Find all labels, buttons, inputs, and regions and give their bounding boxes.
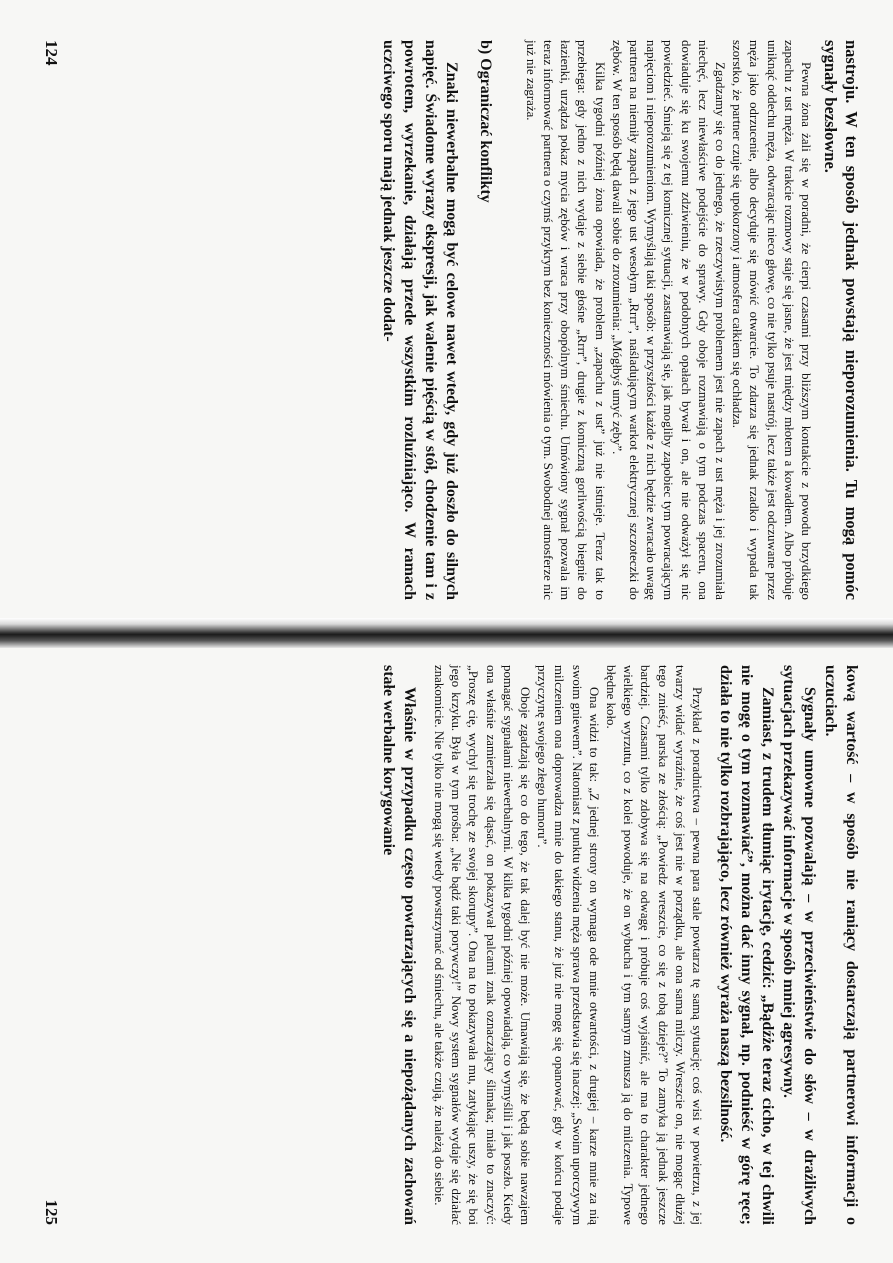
left-paragraph-3: Kilka tygodni później żona opowiada, że problem „zapachu z ust” już nie istnieje. Teraz tak to przebiega: gdy jedno z nich wydaje z siebie głośne „Rrrr”, drugie z komiczną gorliwością biegnie do łazienki, urządza pokaz mycia zębów i wraca przy obopólnym śmiechu. Umówiony sygnał pozwala im teraz informować partnera o czymś przykrym bez konieczności mówienia o tym. Swobodnej atmosferze nic już nie zagraża.: [523, 40, 607, 600]
book-gutter: [0, 618, 893, 648]
page-right: [42, 665, 862, 1225]
right-paragraph-4: Ona widzi to tak: „Z jednej strony on wymaga ode mnie otwartości, z drugiej – karze mnie za nią swoim gniewem”. Natomiast z punktu widzenia męża sprawa przedstawia się inaczej: „Swoim uporczywym milczeniem ona doprowadza mnie do takiego stanu, że już nie mogę się opanować, gdy w końcu podaje przyczynę swojego złego humoru”.: [535, 665, 601, 1225]
right-opening-text: kową wartość – w sposób nie raniący dostarczają partnerowi informacji o uczuciach.: [822, 665, 860, 1225]
right-paragraph-6: Właśnie w przypadku często powtarzających się a niepożądanych zachowań stałe werbalne korygowanie: [379, 665, 418, 1225]
left-opening-text: nastroju. W ten sposób jednak powstają nieporozumienia. Tu mogą pomóc sygnały bezsłowne.: [821, 40, 861, 600]
right-paragraph-5: Oboje zgadzają się co do tego, że tak dalej być nie może. Umawiają się, że będą sobie nawzajem pomagać sygnałami niewerbalnymi. W kilka tygodni później opowiadają, co wymyślili i jak poszło. Kiedy ona właśnie zamierzała się dąsać, on pokazywał palcami znak oznaczający ślimaka; miało to znaczyć: „Proszę cię, wychyl się trochę ze swojej skorupy”. Ona na to pokazywała mu, zatykając uszy, że się boi jego krzyku. Była w tym prośba: „Nie bądź taki porywczy!” Nowy system sygnałów wydaje się działać znakomicie. Nie tylko nie mogą się wtedy powstrzymać od śmiechu, ale także czują, że należą do siebie.: [431, 665, 532, 1225]
right-paragraph-1: Sygnały umowne pozwalają – w przeciwieństwie do słów – w drażliwych sytuacjach przekazywać informacje w sposób mniej agresywny.: [780, 665, 818, 1225]
left-paragraph-4: Znaki niewerbalne mogą być celowe nawet wtedy, gdy już doszło do silnych napięć. Świadome wyrazy ekspresji, jak walenie pięścią w stół, chodzenie tam i z powrotem, wyrzekanie, działają przede wszystkim rozluźniająco. W ramach uczciwego sporu mają jednak jeszcze dodat-: [379, 40, 460, 600]
left-paragraph-1: Pewna żona żali się w poradni, że cierpi czasami przy bliższym kontakcie z powodu brzydkiego zapachu z ust męża. W trakcie rozmowy staje się jasne, że jest między młotem a kowadłem. Albo próbuje uniknąć oddechu męża, odwracając nieco głowę, co nie tylko psuje nastrój, lecz także jest odczuwane przez męża jako odrzucenie, albo decyduje się mówić otwarcie. To zdarza się jednak rzadko i wypada tak szorstko, że partner czuje się upokorzony i atmosfera całkiem się ochładza.: [730, 40, 813, 600]
page-number-left: 124: [41, 40, 61, 66]
left-paragraph-2: Zgadzamy się co do jednego, że rzeczywistym problemem jest nie zapach z ust męża i jej zrozumiała niechęć, lecz niewłaściwe podejście do sprawy. Gdy oboje rozmawiają o tym podczas spaceru, ona dowiaduje się ku swojemu zdziwieniu, że w podobnych opałach bywał i on, ale nie odważył się nic powiedzieć. Śmieją się z tej komicznej sytuacji, zastanawiają się, jak mogliby zapobiec tym powracającym napięciom i nieporozumieniom. Wymyślają taki sposób: w przyszłości każde z nich będzie zwracało uwagę partnera na niemiły zapach z jego ust wesołym „Rrrr”, naśladującym warkot elektrycznej szczoteczki do zębów. W ten sposób będą dawali sobie do zrozumienia: „Mógłbyś umyć zęby”.: [609, 40, 727, 600]
page-number-right: 125: [41, 1199, 61, 1225]
right-paragraph-3: Przykład z poradnictwa – pewna para stale powtarza tę samą sytuację: coś wisi w powietrzu, z jej twarzy widać wyraźnie, że coś jest nie w porządku, ale ona sama milczy. Wreszcie on, nie mogąc dłużej tego znieść, parska ze złością: „Powiedz wreszcie, co się z tobą dzieje?” To zamyka ją jednak jeszcze bardziej. Czasami tylko zdobywa się na odwagę i próbuje coś wyjaśnić, ale ma to charakter jednego wielkiego wyrzutu, co z kolei powoduje, że on wybucha i tym samym zmusza ją do milczenia. Typowe błędne koło.: [603, 665, 704, 1225]
section-heading: b) Ograniczać konflikty: [476, 40, 494, 203]
right-paragraph-2: Zamiast, z trudem tłumiąc irytację, cedzić: „Bądźże teraz cicho, w tej chwili nie mogę o tym rozmawiać”, można dać inny sygnał, np. podnieść w górę ręce; działa to nie tylko rozbrajająco, lecz również wyraża naszą bezsilność.: [717, 665, 776, 1225]
page-left: [42, 40, 862, 600]
